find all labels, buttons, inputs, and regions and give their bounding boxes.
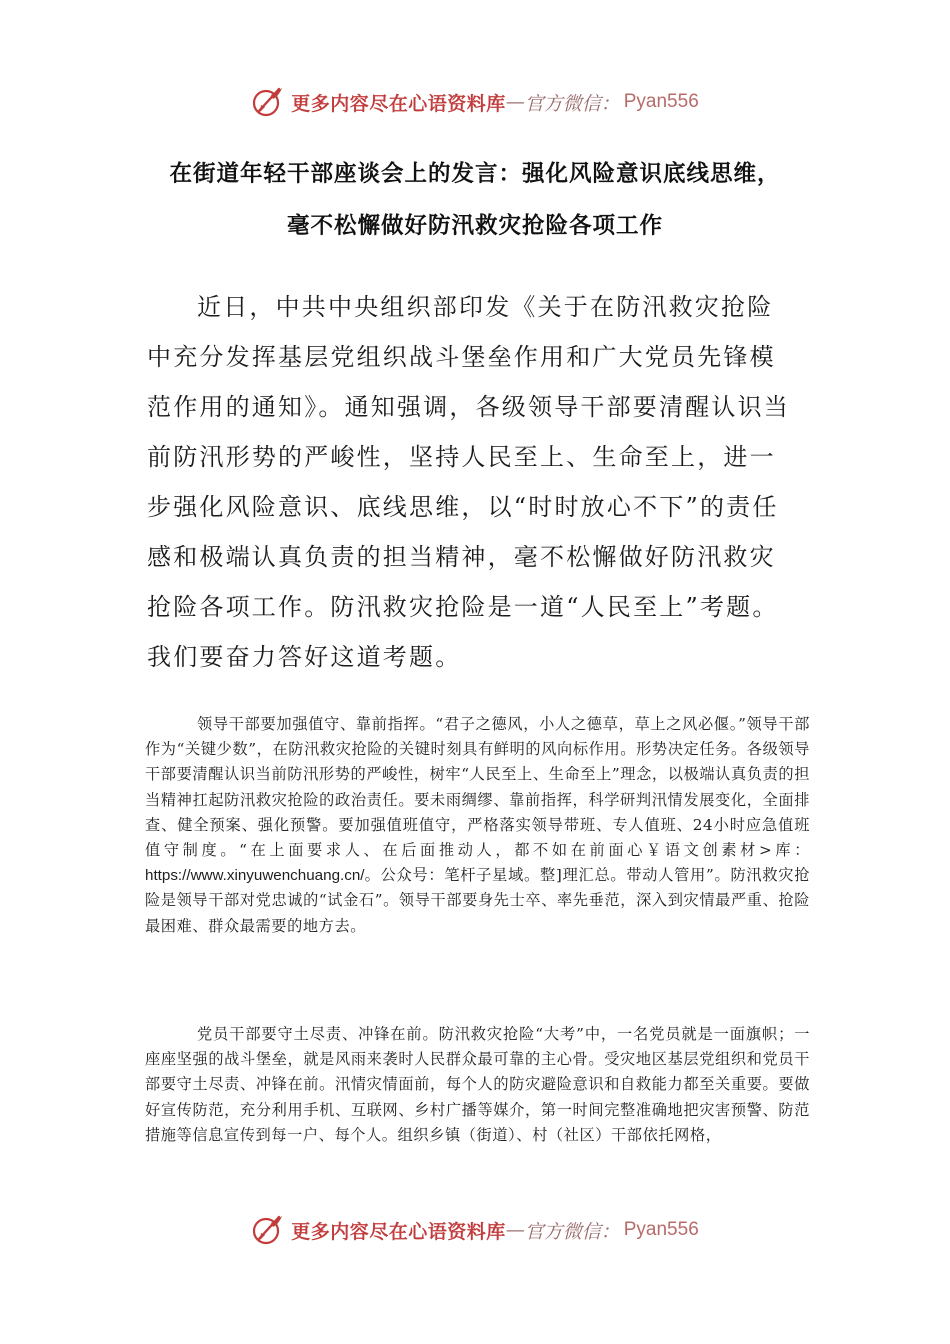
lead-paragraph: 近日，中共中央组织部印发《关于在防汛救灾抢险中充分发挥基层党组织战斗堡垒作用和广大党员先锋模范作用的通知》。通知强调，各级领导干部要清醒认识当前防汛形势的严峻性，坚持人民至上、生命至上，进一步强化风险意识、底线思维，以“时时放心不下”的责任感和极端认真负责的担当精神，毫不松懈做好防汛救灾抢险各项工作。防汛救灾抢险是一道“人民至上”考题。我们要奋力答好这道考题。	[147, 293, 790, 671]
banner-dash: —	[505, 91, 525, 113]
banner-wechat-label: 官方微信：	[524, 1220, 620, 1243]
quill-logo-icon	[251, 85, 285, 119]
banner-wechat-handle: Pyan556	[623, 1219, 699, 1240]
banner-wechat-handle: Pyan556	[623, 91, 699, 112]
paragraph-1-text-a: 领导干部要加强值守、靠前指挥。“君子之德风，小人之德草，草上之风必偃。”领导干部作为“关键少数”，在防汛救灾抢险的关键时刻具有鲜明的风向标作用。形势决定任务。各级领导干部要清醒认识当前防汛形势的严峻性，树牢“人民至上、生命至上”理念，以极端认真负责的担当精神扛起防汛救灾抢险的政治责任。要未雨绸缪、靠前指挥，科学研判汛情发展变化，全面排查、健全预案、强化预警。要加强值班值守，严格落实领导带班、专人值班、24小时应急值班值守制度。“在上面要求人、在后面推动人，都不如在前面心￥语文创素材>库：	[145, 715, 810, 860]
header-banner	[0, 82, 950, 122]
banner-brand-text: 更多内容尽在心语资料库	[291, 92, 506, 115]
body-paragraph-2: 党员干部要守土尽责、冲锋在前。防汛救灾抢险“大考”中，一名党员就是一面旗帜；一座座坚强的战斗堡垒，就是风雨来袭时人民群众最可靠的主心骨。受灾地区基层党组织和党员干部要守土尽责、冲锋在前。汛情灾情面前，每个人的防灾避险意识和自救能力都至关重要。要做好宣传防范，充分利用手机、互联网、乡村广播等媒介，第一时间完整准确地把灾害预警、防范措施等信息宣传到每一户、每个人。组织乡镇（街道）、村（社区）干部依托网格，	[145, 1025, 810, 1144]
quill-logo-icon	[251, 1213, 285, 1247]
footer-banner	[0, 1210, 950, 1250]
body-paragraph-1	[145, 712, 810, 939]
banner-dash: —	[505, 1219, 525, 1241]
banner-brand-text: 更多内容尽在心语资料库	[291, 1220, 506, 1243]
banner-wechat-label: 官方微信：	[524, 92, 620, 115]
title-line-2: 毫不松懈做好防汛救灾抢险各项工作	[286, 213, 663, 239]
document-title	[100, 148, 850, 252]
source-url: https://www.xinyuwenchuang.cn/	[145, 867, 365, 885]
paragraph-1-text-b: 。公众号：笔杆子星域。整]理汇总。带动人管用”。防汛救灾抢险是领导干部对党忠诚的“试金石”。领导干部要身先士卒、率先垂范，深入到灾情最严重、抢险最困难、群众最需要的地方去。	[145, 866, 810, 935]
title-line-1: 在街道年轻干部座谈会上的发言：强化风险意识底线思维，	[169, 161, 781, 187]
